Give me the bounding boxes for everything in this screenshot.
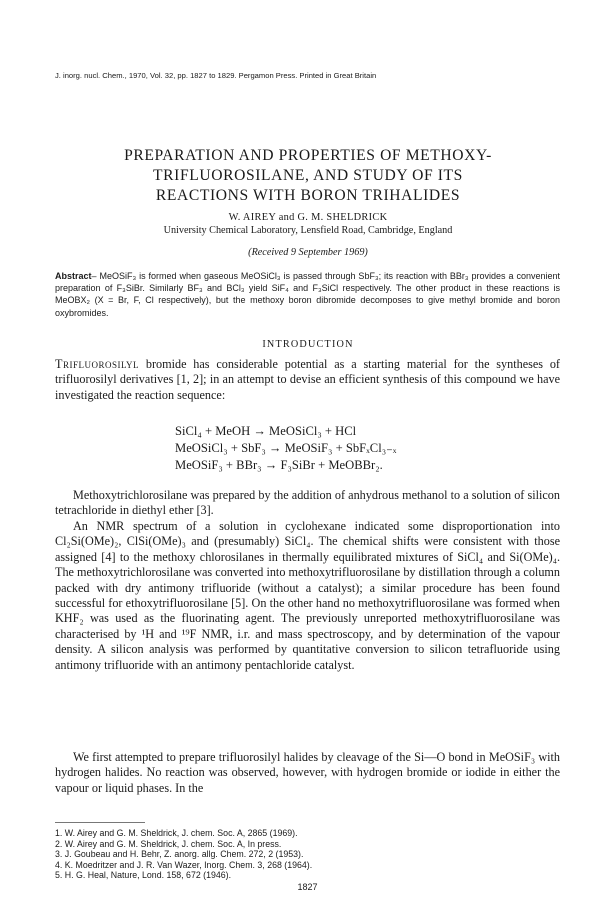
intro-paragraph-4: [55, 750, 560, 796]
abstract: [55, 270, 560, 319]
abstract-label: Abstract: [55, 271, 92, 281]
paper-title: [60, 146, 556, 206]
intro-paragraph-4-text: We first attempted to prepare trifluorosilyl halides by cleavage of the Si—O bond in MeOSiF₃ with hydrogen halides. No reaction was observed, however, with hydrogen bromide or iodide in either the vapour or liquid phases. In the: [55, 750, 560, 795]
authors: W. AIREY and G. M. SHELDRICK: [228, 212, 388, 223]
title-line: PREPARATION AND PROPERTIES OF METHOXY-: [124, 147, 492, 164]
reference-item: 2. W. Airey and G. M. Sheldrick, J. chem. Soc. A, In press.: [55, 838, 282, 849]
reference-item: 1. W. Airey and G. M. Sheldrick, J. chem. Soc. A, 2865 (1969).: [55, 828, 298, 838]
reference-item: 4. K. Moedritzer and J. R. Van Wazer, Inorg. Chem. 3, 268 (1964).: [55, 859, 313, 870]
intro-paragraph-1: [55, 357, 560, 403]
intro-paragraph-2: [55, 488, 560, 519]
page-number: 1827: [297, 882, 318, 892]
equation-1: SiCl₄ + MeOH → MeOSiCl₃ + HCl: [175, 424, 357, 438]
affiliation: University Chemical Laboratory, Lensfield Road, Cambridge, England: [163, 225, 453, 236]
section-heading-introduction: INTRODUCTION: [262, 339, 354, 350]
intro-paragraph-3: [55, 519, 560, 673]
footnote-rule: [55, 822, 145, 823]
journal-citation-line: J. inorg. nucl. Chem., 1970, Vol. 32, pp. 1827 to 1829. Pergamon Press. Printed in Great Britain: [55, 71, 377, 80]
references: [55, 828, 560, 881]
equation-3: MeOSiF₃ + BBr₃ → F₃SiBr + MeOBBr₂.: [175, 458, 383, 472]
intro-paragraph-2-text: Methoxytrichlorosilane was prepared by the addition of anhydrous methanol to a solution of silicon tetrachloride in diethyl ether [3].: [55, 488, 560, 518]
intro-paragraph-1-text: bromide has considerable potential as a starting material for the syntheses of trifluorosilyl derivatives [1, 2]; in an attempt to devise an efficient synthesis of this compound we have investigated the reaction sequence:: [55, 357, 560, 402]
abstract-text: – MeOSiF₃ is formed when gaseous MeOSiCl₃ is passed through SbF₃; its reaction with BBr₃ provides a convenient preparation of F₃SiBr. Similarly BF₃ and BCl₃ yield SiF₄ and F₃SiCl respectively. The other product in these reactions is MeOBX₂ (X = Br, F, Cl respectively), but the methoxy boron dibromide decomposes to give methyl bromide and boron oxybromides.: [55, 271, 560, 318]
intro-paragraph-3-text: An NMR spectrum of a solution in cyclohexane indicated some disproportionation into Cl₂Si(OMe)₂, ClSi(OMe)₃ and (presumably) SiCl₄. The chemical shifts were consistent with those assigned [4] to the methoxy chlorosilanes in thermally equilibrated mixtures of SiCl₄ and Si(OMe)₄. The methoxytrichlorosilane was converted into methoxytrifluorosilane by distillation through a column packed with dry antimony trifluoride (without a catalyst); a similar procedure has been found successful for ethoxytrifluorosilane [5]. On the other hand no methoxytrifluorosilane was formed when KHF₂ was used as the fluorinating agent. The previously unreported methoxytrifluorosilane was characterised by ¹H and ¹⁹F NMR, i.r. and mass spectroscopy, and by determination of the vapour density. A silicon analysis was performed by quantitative conversion to silicon tetrafluoride using antimony trifluoride with an antimony pentachloride catalyst.: [55, 519, 560, 672]
title-line: TRIFLUOROSILANE, AND STUDY OF ITS: [153, 167, 463, 184]
reference-item: 5. H. G. Heal, Nature, Lond. 158, 672 (1946).: [55, 870, 232, 881]
intro-lead-word: Trifluorosilyl: [55, 357, 140, 371]
title-line: REACTIONS WITH BORON TRIHALIDES: [155, 187, 461, 204]
received-date: (Received 9 September 1969): [248, 247, 368, 258]
equation-2: MeOSiCl₃ + SbF₃ → MeOSiF₃ + SbFₓCl₃₋ₓ: [175, 441, 397, 455]
reference-item: 3. J. Goubeau and H. Behr, Z. anorg. allg. Chem. 272, 2 (1953).: [55, 849, 304, 860]
